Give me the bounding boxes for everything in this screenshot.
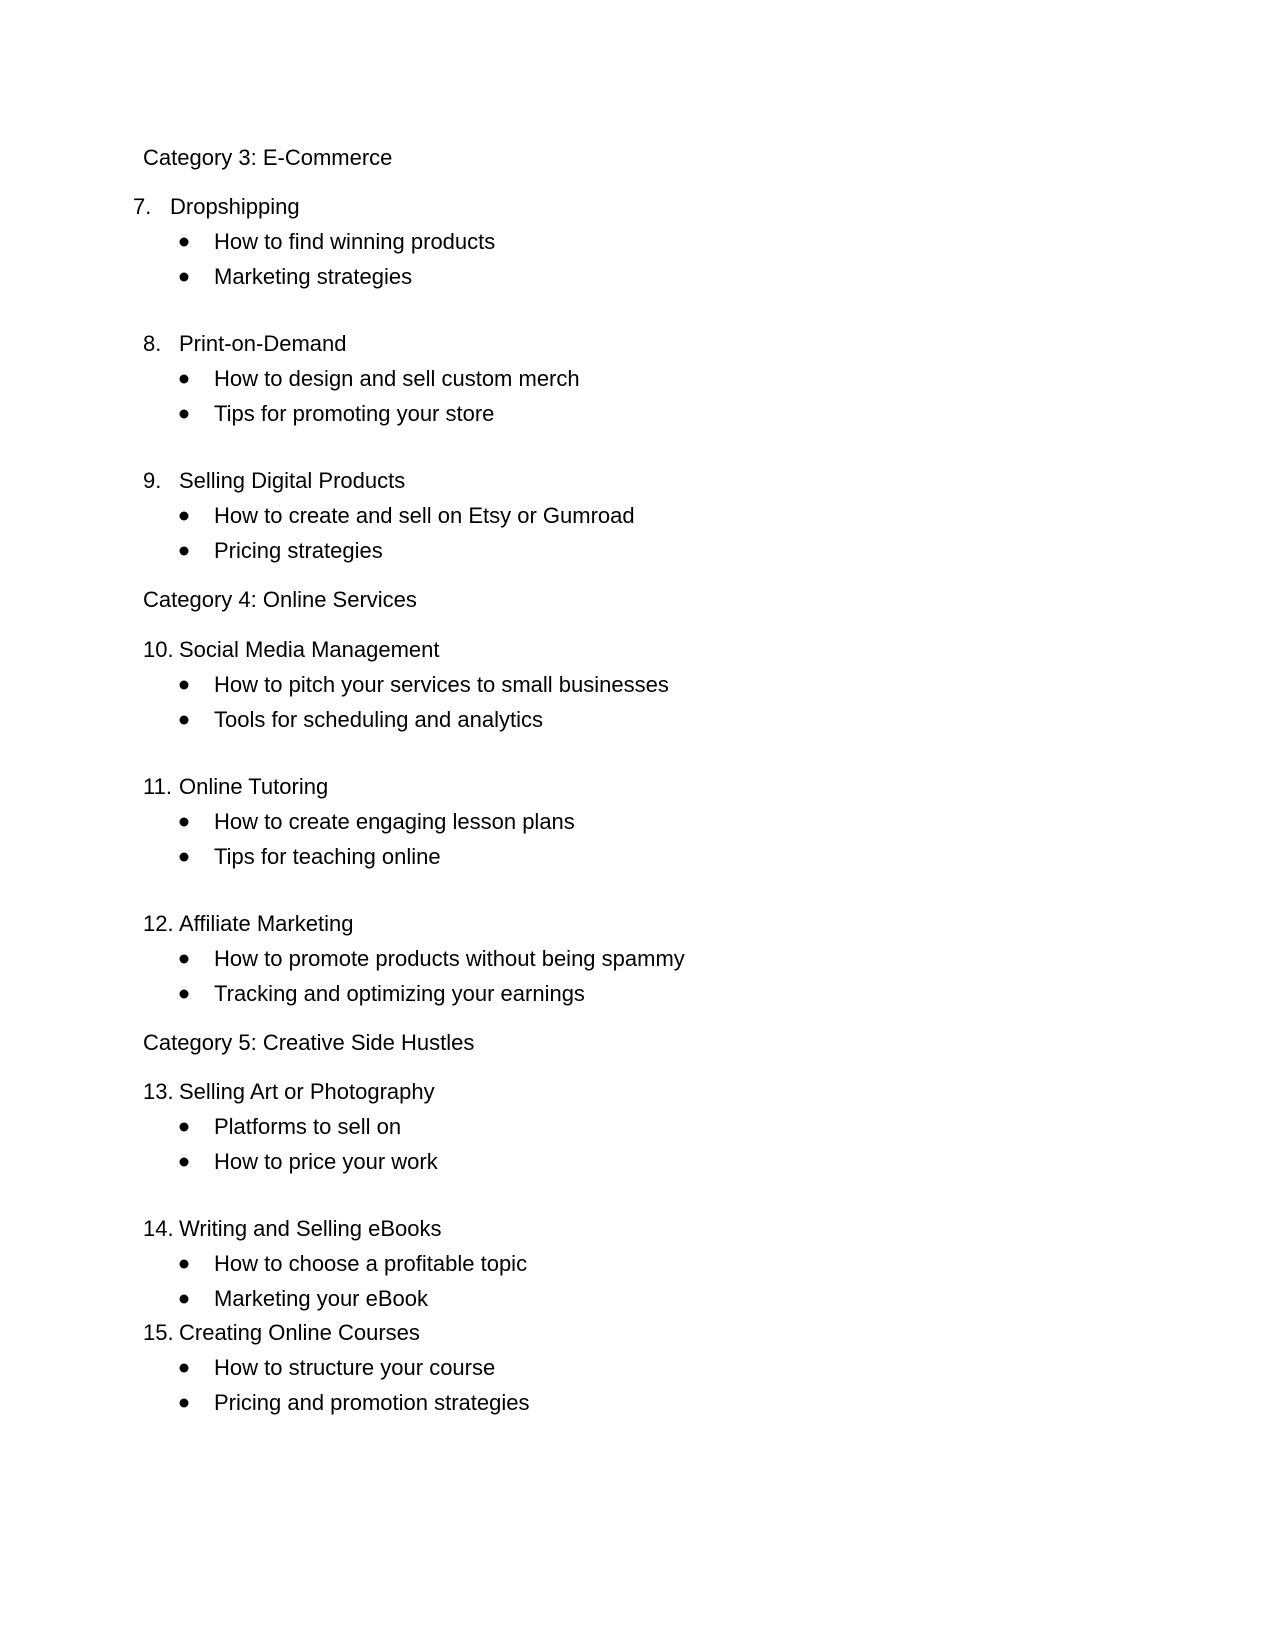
bullet-icon <box>180 375 189 384</box>
bullet-icon <box>180 681 189 690</box>
list-item-bullet: Tools for scheduling and analytics <box>214 707 543 732</box>
list-item-bullet: Pricing strategies <box>214 538 383 563</box>
bullet-icon <box>180 1295 189 1304</box>
list-item-title: Selling Digital Products <box>179 468 406 493</box>
list-item-bullet: Marketing your eBook <box>214 1286 428 1311</box>
list-item-number: 10. <box>143 637 174 662</box>
list-item-bullet: How to find winning products <box>214 229 496 254</box>
bullet-icon <box>180 273 189 282</box>
list-item-title: Writing and Selling eBooks <box>179 1216 442 1241</box>
bullet-icon <box>180 990 189 999</box>
bullet-icon <box>180 512 189 521</box>
list-item-number: 7. <box>133 194 152 219</box>
list-item-number: 15. <box>143 1320 174 1345</box>
list-item-bullet: Tips for promoting your store <box>214 401 495 426</box>
list-item-title: Selling Art or Photography <box>179 1079 435 1104</box>
list-item-title: Online Tutoring <box>179 774 329 799</box>
category-heading: Category 3: E-Commerce <box>143 145 393 170</box>
list-item-number: 11. <box>143 774 172 799</box>
bullet-icon <box>180 547 189 556</box>
list-item-number: 9. <box>143 468 162 493</box>
list-item-bullet: How to promote products without being spammy <box>214 946 685 971</box>
list-item-title: Dropshipping <box>170 194 300 219</box>
bullet-icon <box>180 1158 189 1167</box>
bullet-icon <box>180 410 189 419</box>
list-item-bullet: How to create and sell on Etsy or Gumroad <box>214 503 635 528</box>
list-item-bullet: How to structure your course <box>214 1355 496 1380</box>
list-item-bullet: How to price your work <box>214 1149 438 1174</box>
list-item-bullet: Pricing and promotion strategies <box>214 1390 530 1415</box>
list-item-title: Creating Online Courses <box>179 1320 420 1345</box>
list-item-bullet: How to design and sell custom merch <box>214 366 580 391</box>
list-item-bullet: Platforms to sell on <box>214 1114 402 1139</box>
bullet-icon <box>180 955 189 964</box>
list-item-number: 12. <box>143 911 174 936</box>
bullet-icon <box>180 818 189 827</box>
bullet-icon <box>180 853 189 862</box>
list-item-bullet: How to choose a profitable topic <box>214 1251 528 1276</box>
list-item-bullet: Marketing strategies <box>214 264 413 289</box>
list-item-number: 8. <box>143 331 162 356</box>
list-item-number: 13. <box>143 1079 174 1104</box>
bullet-icon <box>180 1123 189 1132</box>
category-heading: Category 5: Creative Side Hustles <box>143 1030 475 1055</box>
list-item-bullet: How to pitch your services to small businesses <box>214 672 669 697</box>
category-heading: Category 4: Online Services <box>143 587 417 612</box>
bullet-icon <box>180 1364 189 1373</box>
bullet-icon <box>180 716 189 725</box>
bullet-icon <box>180 238 189 247</box>
bullet-icon <box>180 1260 189 1269</box>
list-item-number: 14. <box>143 1216 174 1241</box>
list-item-title: Affiliate Marketing <box>179 911 354 936</box>
bullet-icon <box>180 1399 189 1408</box>
list-item-bullet: Tracking and optimizing your earnings <box>214 981 585 1006</box>
list-item-title: Social Media Management <box>179 637 440 662</box>
list-item-bullet: How to create engaging lesson plans <box>214 809 575 834</box>
list-item-title: Print-on-Demand <box>179 331 347 356</box>
list-item-bullet: Tips for teaching online <box>214 844 441 869</box>
